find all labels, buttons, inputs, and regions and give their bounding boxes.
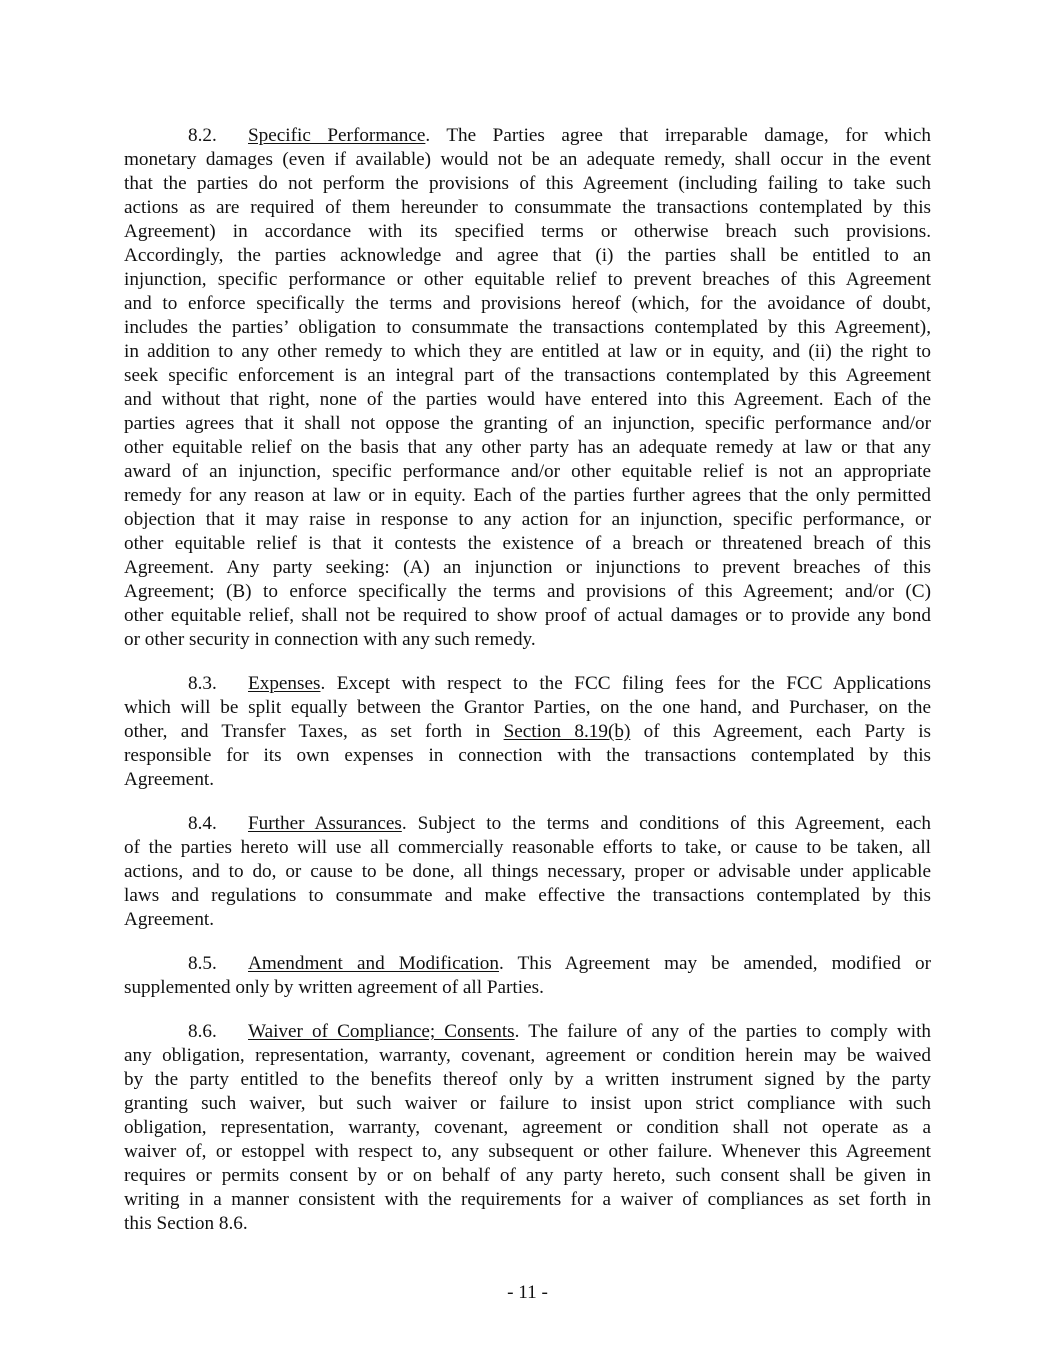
section-number: 8.5.: [188, 953, 217, 974]
text-line: Agreement) in accordance with its specified terms or otherwise breach such provisions.: [124, 221, 931, 242]
text-line: this Section 8.6.: [124, 1213, 248, 1234]
section-number: 8.6.: [188, 1021, 217, 1042]
text-line: responsible for its own expenses in connection with the transactions contemplated by this: [124, 745, 931, 766]
text-line: supplemented only by written agreement of all Parties.: [124, 977, 544, 998]
page-number: - 11 -: [507, 1282, 548, 1303]
text-line: Agreement. Any party seeking: (A) an injunction or injunctions to prevent breaches of this: [124, 557, 931, 578]
section-number: 8.4.: [188, 813, 217, 834]
text-line: which will be split equally between the Grantor Parties, on the one hand, and Purchaser, on the: [124, 697, 931, 718]
section-first-line: 8.3. Expenses. Except with respect to the FCC filing fees for the FCC Applications: [188, 673, 931, 694]
text-line: Agreement; (B) to enforce specifically the terms and provisions of this Agreement; and/or (C): [124, 581, 931, 602]
text-line: by the party entitled to the benefits thereof only by a written instrument signed by the party: [124, 1069, 931, 1090]
document-page: [124, 124, 931, 1256]
text-line: other equitable relief on the basis that any other party has an adequate remedy at law or that any: [124, 437, 931, 458]
section-heading: Expenses: [248, 673, 321, 694]
text-line: any obligation, representation, warranty, covenant, agreement or condition herein may be waived: [124, 1045, 931, 1066]
section-first-line: 8.5. Amendment and Modification. This Agreement may be amended, modified or: [188, 953, 931, 974]
text-line: in addition to any other remedy to which they are entitled at law or in equity, and (ii) the right to: [124, 341, 931, 362]
section-heading: Amendment and Modification: [248, 953, 499, 974]
text-line: granting such waiver, but such waiver or failure to insist upon strict compliance with such: [124, 1093, 931, 1114]
text-line: and without that right, none of the parties would have entered into this Agreement. Each of the: [124, 389, 931, 410]
text-line: that the parties do not perform the provisions of this Agreement (including failing to take such: [124, 173, 931, 194]
section-8-5: [124, 952, 931, 1000]
text-line: parties agrees that it shall not oppose the granting of an injunction, specific performance and/or: [124, 413, 931, 434]
text-line: seek specific enforcement is an integral part of the transactions contemplated by this Agreement: [124, 365, 931, 386]
text-line: Agreement.: [124, 769, 215, 790]
text-line: injunction, specific performance or other equitable relief to prevent breaches of this Agreement: [124, 269, 931, 290]
section-8-2: [124, 124, 931, 652]
text-line: Accordingly, the parties acknowledge and agree that (i) the parties shall be entitled to an: [124, 245, 931, 266]
text-line: obligation, representation, warranty, covenant, agreement or condition shall not operate as a: [124, 1117, 931, 1138]
section-8-6: [124, 1020, 931, 1236]
section-cross-reference-link[interactable]: Section 8.19(b): [503, 721, 631, 742]
text-line: laws and regulations to consummate and make effective the transactions contemplated by this: [124, 885, 931, 906]
section-number: 8.3.: [188, 673, 217, 694]
text-line: requires or permits consent by or on behalf of any party hereto, such consent shall be given in: [124, 1165, 931, 1186]
text-line: and to enforce specifically the terms and provisions hereof (which, for the avoidance of doubt,: [124, 293, 931, 314]
text-line: writing in a manner consistent with the requirements for a waiver of compliances as set forth in: [124, 1189, 931, 1210]
section-8-3: [124, 672, 931, 792]
text-line: of the parties hereto will use all commercially reasonable efforts to take, or cause to be taken, all: [124, 837, 931, 858]
text-line: other, and Transfer Taxes, as set forth in Section 8.19(b) of this Agreement, each Party is: [124, 721, 932, 742]
section-first-line: 8.2. Specific Performance. The Parties agree that irreparable damage, for which: [188, 125, 931, 146]
section-first-line: 8.6. Waiver of Compliance; Consents. The failure of any of the parties to comply with: [188, 1021, 931, 1042]
text-line: remedy for any reason at law or in equity. Each of the parties further agrees that the only permitted: [124, 485, 931, 506]
text-line: award of an injunction, specific performance and/or other equitable relief is not an appropriate: [124, 461, 931, 482]
section-heading: Waiver of Compliance; Consents: [248, 1021, 515, 1042]
text-line: waiver of, or estoppel with respect to, any subsequent or other failure. Whenever this Agreement: [124, 1141, 931, 1162]
section-first-line: 8.4. Further Assurances. Subject to the terms and conditions of this Agreement, each: [188, 813, 931, 834]
text-line: or other security in connection with any such remedy.: [124, 629, 536, 650]
text-line: other equitable relief is that it contests the existence of a breach or threatened breach of this: [124, 533, 931, 554]
section-heading: Specific Performance: [248, 125, 426, 146]
section-8-4: [124, 812, 931, 932]
text-line: Agreement.: [124, 909, 215, 930]
section-number: 8.2.: [188, 125, 217, 146]
text-line: other equitable relief, shall not be required to show proof of actual damages or to provide any bond: [124, 605, 931, 626]
text-line: monetary damages (even if available) would not be an adequate remedy, shall occur in the event: [124, 149, 931, 170]
text-line: includes the parties’ obligation to consummate the transactions contemplated by this Agreement),: [124, 317, 931, 338]
text-line: objection that it may raise in response to any action for an injunction, specific performance, or: [124, 509, 931, 530]
text-line: actions, and to do, or cause to be done, all things necessary, proper or advisable under applicable: [124, 861, 931, 882]
section-heading: Further Assurances: [248, 813, 402, 834]
text-line: actions as are required of them hereunder to consummate the transactions contemplated by this: [124, 197, 931, 218]
